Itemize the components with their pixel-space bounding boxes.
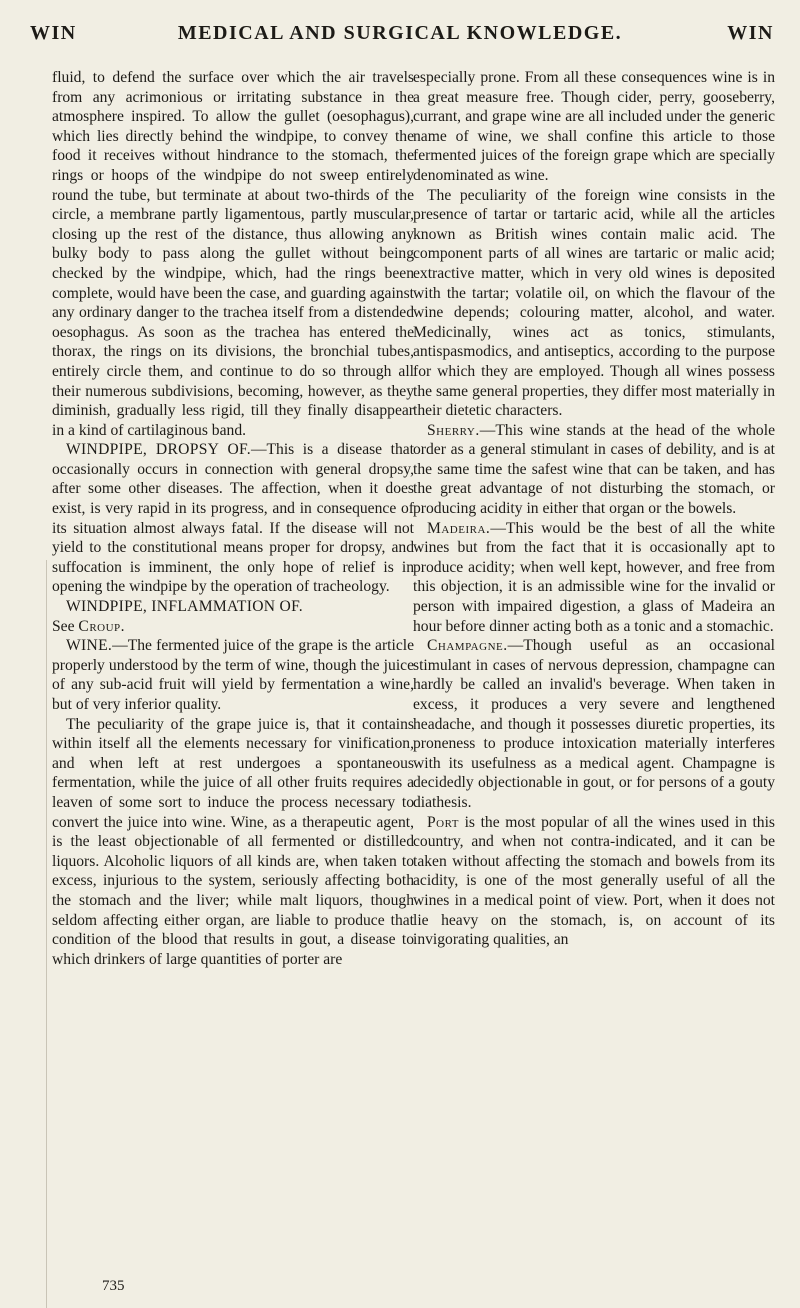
champagne-text: —Though useful as an occasional stimulant in cases of nervous depression, champagne can hardly be called an invalid's beverage. When taken in excess, it produces a very severe and lengthened headache, and though it possesses diuretic properties, its proneness to produce intoxication materially interferes with its usefulness as a medical agent. Champagne is decidedly objectionable in gout, or for persons of a gouty diathesis. — [413, 637, 775, 811]
header-left-word: WIN — [30, 22, 77, 44]
madeira-entry — [413, 519, 775, 637]
port-entry — [413, 813, 775, 950]
madeira-text: —This would be the best of all the white wines but from the fact that it is occasionally apt to produce acidity; when well kept, however, and free from this objection, it is an admissible wine for the invalid or person with impaired digestion, a glass of Madeira an hour before dinner acting both as a tonic and a stomachic. — [413, 519, 775, 635]
sherry-text: —This wine stands at the head of the whole order as a general stimulant in cases of debility, and is at the same time the safest wine that can be taken, and has the great advantage of not disturbing the stomach, or producing acidity in either that organ or the bowels. — [413, 421, 775, 518]
port-heading: Port — [427, 813, 460, 831]
windpipe-paragraph: fluid, to defend the surface over which the air travels from any acrimonious or irritating substance in the atmosphere inspired. To allow the gullet (oesophagus), which lies directly behind the windpipe, to convey the food it receives without hindrance to the stomach, the rings or hoops of the windpipe do not sweep entirely round the tube, but terminate at about two-thirds of the circle, a membrane partly ligamentous, partly muscular, closing up the rest of the distance, thus allowing any bulky body to pass along the gullet without being checked by the windpipe, which, had the rings been complete, would have been the case, and guarding against any ordinary danger to the trachea itself from a distended oesophagus. As soon as the trachea has entered the thorax, the rings on its divisions, the bronchial tubes, entirely circle them, and continue to do so through all their numerous subdivisions, becoming, however, as they diminish, gradually less rigid, till they finally disappear in a kind of cartilaginous band. — [52, 69, 414, 439]
dropsy-heading: WINDPIPE, DROPSY OF. — [66, 441, 251, 459]
inflammation-entry — [52, 597, 414, 617]
see-croup-line — [52, 617, 414, 637]
running-header — [26, 22, 774, 52]
wine-heading: WINE. — [66, 637, 113, 655]
header-right-word: WIN — [727, 22, 774, 44]
left-column — [52, 68, 414, 969]
croup-cross-reference: Croup. — [78, 617, 126, 635]
champagne-heading: Champagne. — [427, 637, 508, 655]
header-title: MEDICAL AND SURGICAL KNOWLEDGE. — [177, 22, 623, 44]
see-prefix: See — [52, 617, 75, 635]
wine-text: —The fermented juice of the grape is the article properly understood by the term of wine, though the juice of any sub-acid fruit will yield by fermentation a wine, but of very inferior quality. — [52, 637, 414, 713]
dropsy-text: —This is a disease that occasionally occurs in connection with general dropsy, after some other diseases. The affection, when it does exist, is very rapid in its progress, and in consequence of its situation almost always fatal. If the disease will not yield to the constitutional means proper for dropsy, and suffocation is imminent, the only hope of relief is in opening the windpipe by the operation of tracheology. — [52, 441, 414, 596]
grape-juice-paragraph: The peculiarity of the grape juice is, that it contains within itself all the elements necessary for vinification, and when left at rest undergoes a spontaneous fermentation, while the juice of all other fruits requires a leaven of some sort to induce the process necessary to convert the juice into wine. Wine, as a therapeutic agent, is the least objectionable of all fermented or distilled liquors. Alcoholic liquors of all kinds are, when taken to excess, injurious to the system, seriously affecting both the stomach and the liver; while malt liquors, though seldom affecting either organ, are liable to produce that condition of the blood that results in gout, a disease to which drinkers of large quantities of porter are — [52, 715, 414, 968]
foreign-wine-paragraph: The peculiarity of the foreign wine consists in the presence of tartar or tartaric acid, while all the articles known as British wines contain malic acid. The component parts of all wines are tartaric or malic acid; extractive matter, which in very old wines is deposited with the tartar; volatile oil, on which the flavour of the wine depends; colouring matter, alcohol, and water. Medicinally, wines act as tonics, stimulants, antispasmodics, and antiseptics, according to the purpose for which they are employed. Though all wines possess the same general properties, they differ most materially in their dietetic characters. — [413, 186, 775, 420]
wine-entry — [52, 636, 414, 714]
right-column — [413, 68, 775, 950]
wine-consequences-paragraph: especially prone. From all these consequences wine is in a great measure free. Though cider, perry, gooseberry, currant, and grape wine are all included under the generic name of wine, we shall confine this article to those fermented juices of the foreign grape which are specially denominated as wine. — [413, 69, 775, 184]
madeira-heading: Madeira. — [427, 519, 491, 537]
inflammation-heading: WINDPIPE, INFLAMMATION OF. — [66, 598, 303, 616]
page-number: 735 — [102, 1278, 125, 1294]
margin-shadow-line — [46, 560, 47, 1308]
dropsy-entry — [52, 440, 414, 597]
port-text: is the most popular of all the wines used in this country, and when not contra-indicated, and it can be taken without affecting the stomach and bowels from its acidity, is one of the most generally useful of all the wines in a medical point of view. Port, when it does not lie heavy on the stomach, is, on account of its invigorating qualities, an — [413, 813, 775, 949]
sherry-heading: Sherry. — [427, 421, 480, 439]
champagne-entry — [413, 636, 775, 812]
sherry-entry — [413, 421, 775, 519]
